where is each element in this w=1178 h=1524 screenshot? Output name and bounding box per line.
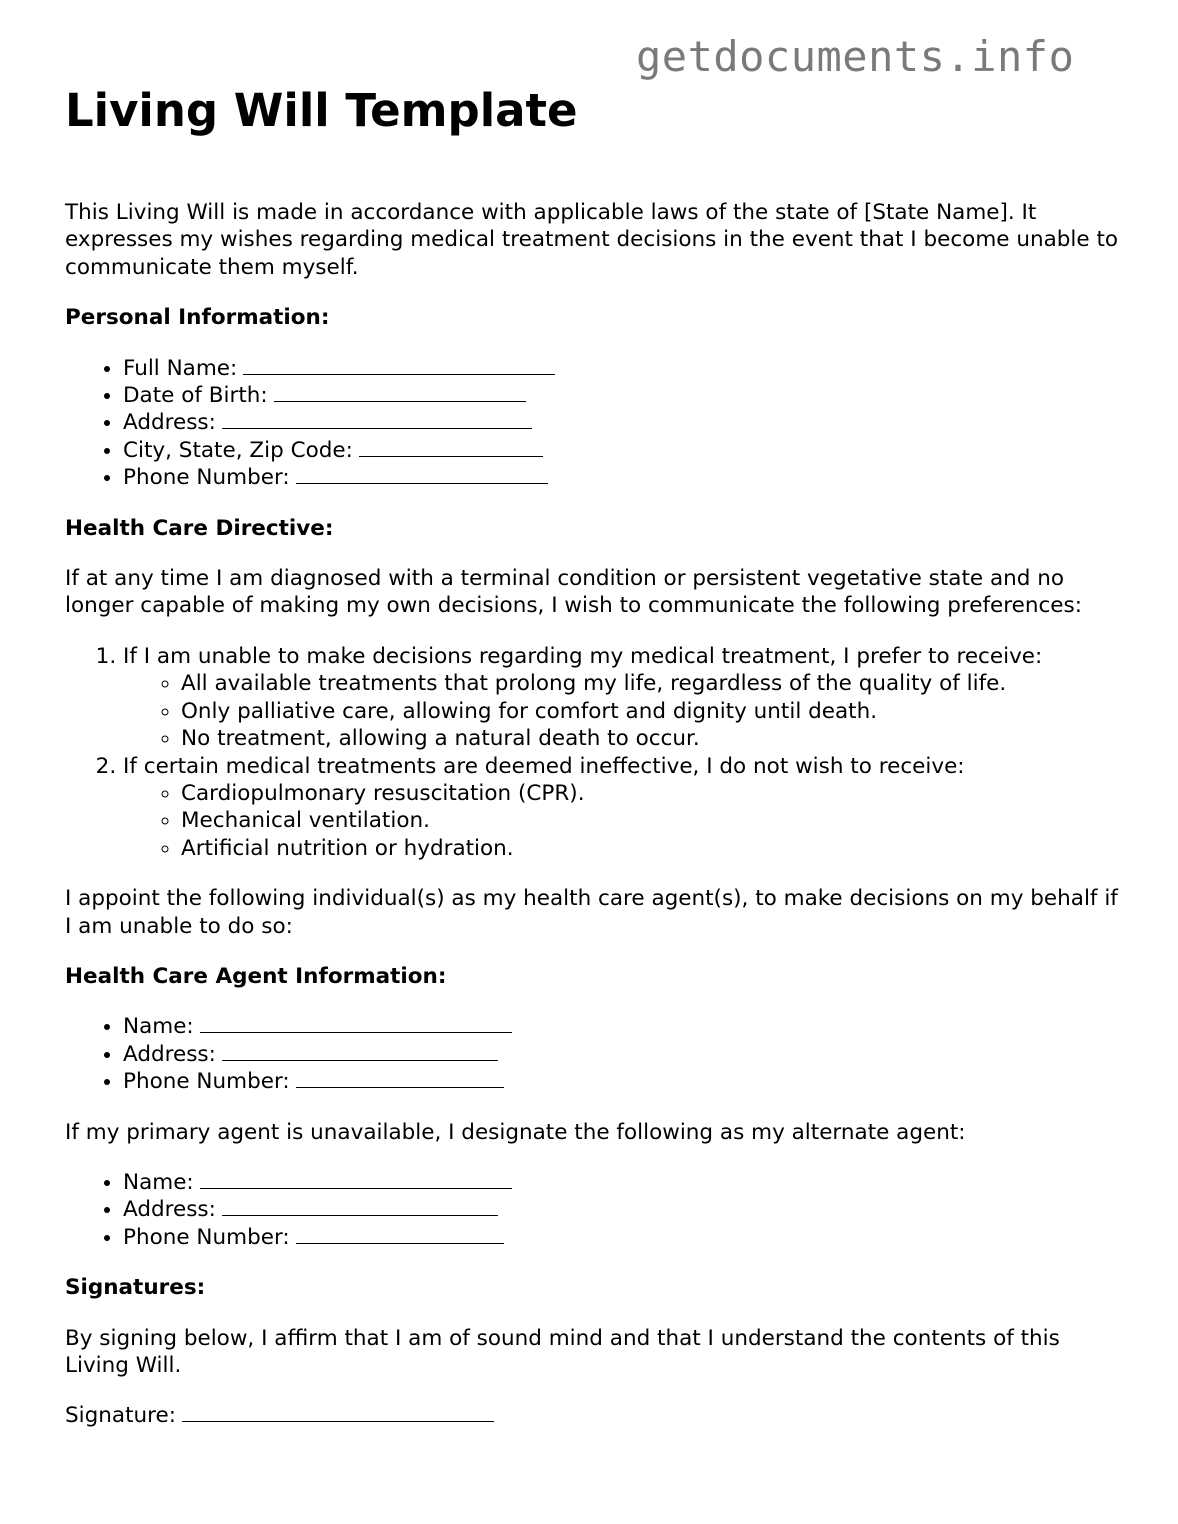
phone-field[interactable] — [296, 465, 548, 484]
signatures-paragraph: By signing below, I affirm that I am of sound mind and that I understand the contents of this Living Will. — [65, 1325, 1060, 1378]
option-item: ◦ Mechanical ventilation. — [181, 807, 1125, 834]
dob-label: Date of Birth: — [123, 383, 268, 409]
agent-list — [65, 1013, 1125, 1095]
list-item — [123, 1169, 1125, 1196]
agent-name-field[interactable] — [200, 1014, 512, 1033]
list-item — [123, 355, 1125, 382]
alternate-paragraph: If my primary agent is unavailable, I designate the following as my alternate agent: — [65, 1119, 966, 1145]
intro-paragraph: This Living Will is made in accordance with applicable laws of the state of [State Name]. It expresses my wishes regarding medical treatment decisions in the event that I become unable to communicate them myself. — [65, 200, 1119, 280]
directive-options — [123, 670, 1125, 752]
option-item: ◦ No treatment, allowing a natural death to occur. — [181, 725, 1125, 752]
directive-item-text: If certain medical treatments are deemed ineffective, I do not wish to receive: — [123, 753, 965, 779]
personal-info-heading: Personal Information: — [65, 305, 330, 331]
list-item — [123, 1224, 1125, 1251]
dob-field[interactable] — [274, 383, 526, 402]
alternate-address-field[interactable] — [222, 1197, 498, 1216]
watermark: getdocuments.info — [636, 32, 1075, 81]
signature-label: Signature: — [65, 1403, 176, 1429]
alternate-phone-field[interactable] — [296, 1225, 504, 1244]
agent-phone-label: Phone Number: — [123, 1069, 290, 1095]
directive-item-text: If I am unable to make decisions regarding my medical treatment, I prefer to receive: — [123, 643, 1043, 669]
list-item — [123, 464, 1125, 491]
address-label: Address: — [123, 410, 216, 436]
phone-label: Phone Number: — [123, 465, 290, 491]
personal-info-list — [65, 355, 1125, 492]
address-field[interactable] — [222, 410, 532, 429]
directive-heading: Health Care Directive: — [65, 515, 334, 541]
directive-paragraph: If at any time I am diagnosed with a terminal condition or persistent vegetative state and no longer capable of making my own decisions, I wish to communicate the following preferences: — [65, 566, 1082, 619]
signature-field[interactable] — [182, 1403, 494, 1422]
list-item — [123, 1196, 1125, 1223]
full-name-field[interactable] — [243, 356, 555, 375]
document-title: Living Will Template — [65, 84, 578, 137]
agent-phone-field[interactable] — [296, 1069, 504, 1088]
alternate-address-label: Address: — [123, 1197, 216, 1223]
directive-list — [65, 643, 1125, 862]
alternate-name-field[interactable] — [200, 1170, 512, 1189]
full-name-label: Full Name: — [123, 355, 238, 381]
signature-line — [65, 1402, 1125, 1429]
option-item: ◦ All available treatments that prolong my life, regardless of the quality of life. — [181, 670, 1125, 697]
agent-name-label: Name: — [123, 1014, 194, 1040]
agent-heading: Health Care Agent Information: — [65, 963, 447, 989]
appoint-paragraph: I appoint the following individual(s) as my health care agent(s), to make decisions on my behalf if I am unable to do so: — [65, 886, 1118, 939]
document-page — [65, 84, 1125, 1453]
agent-address-label: Address: — [123, 1041, 216, 1067]
list-item — [123, 1068, 1125, 1095]
alternate-phone-label: Phone Number: — [123, 1224, 290, 1250]
option-item: ◦ Only palliative care, allowing for comfort and dignity until death. — [181, 698, 1125, 725]
city-state-zip-label: City, State, Zip Code: — [123, 437, 353, 463]
directive-item — [123, 753, 1125, 863]
alternate-list — [65, 1169, 1125, 1251]
list-item — [123, 1013, 1125, 1040]
directive-item — [123, 643, 1125, 753]
list-item — [123, 382, 1125, 409]
agent-address-field[interactable] — [222, 1042, 498, 1061]
city-state-zip-field[interactable] — [359, 438, 543, 457]
list-item — [123, 437, 1125, 464]
list-item — [123, 409, 1125, 436]
list-item — [123, 1041, 1125, 1068]
signatures-heading: Signatures: — [65, 1275, 206, 1301]
option-item: ◦ Artificial nutrition or hydration. — [181, 835, 1125, 862]
directive-options — [123, 780, 1125, 862]
option-item: ◦ Cardiopulmonary resuscitation (CPR). — [181, 780, 1125, 807]
alternate-name-label: Name: — [123, 1169, 194, 1195]
